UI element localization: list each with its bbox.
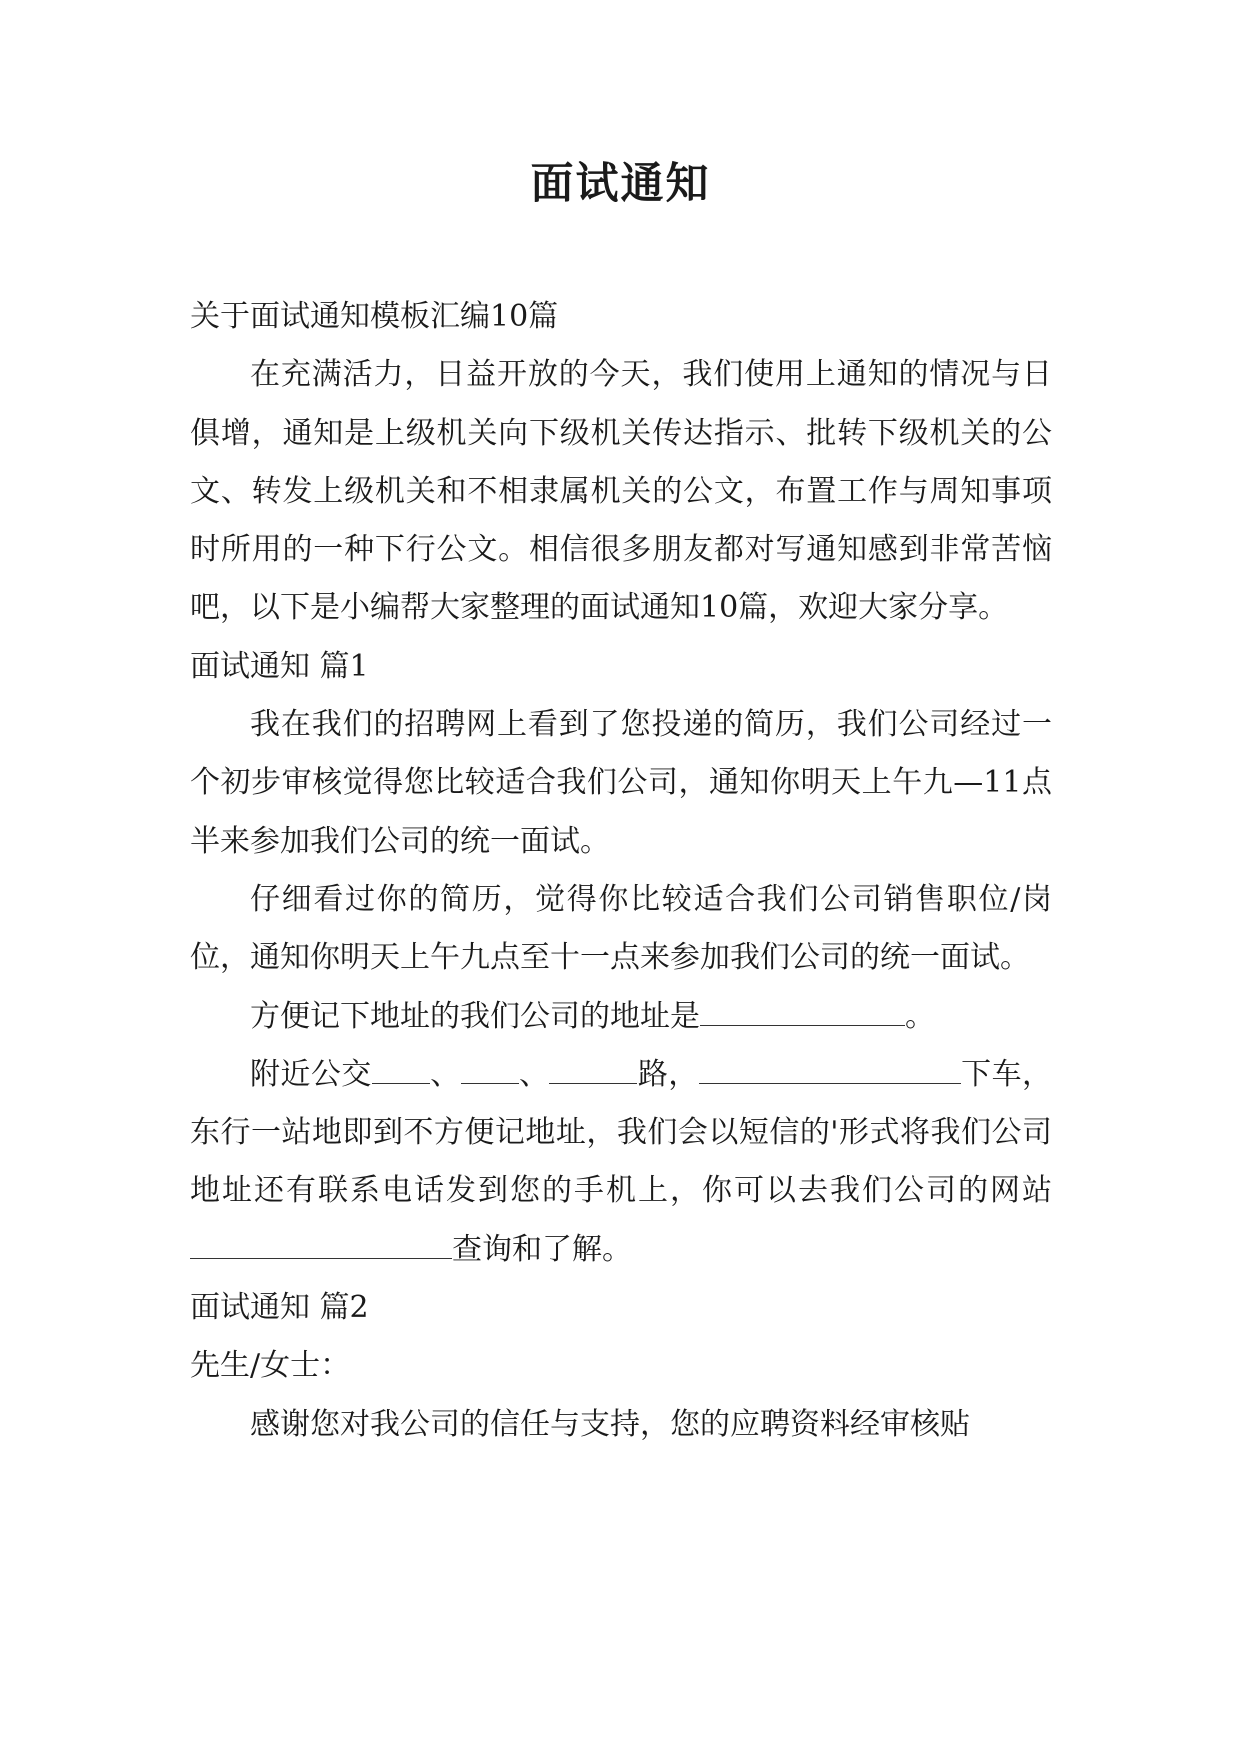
address-blank xyxy=(700,998,905,1026)
paragraph-bus xyxy=(190,1046,1052,1279)
bus-blank-3 xyxy=(549,1056,637,1084)
bus-sep-1: 、 xyxy=(429,1056,461,1092)
bus-prefix: 附近公交 xyxy=(250,1056,372,1092)
bus-road: 路， xyxy=(637,1056,699,1092)
address-suffix: 。 xyxy=(905,998,935,1034)
document-body xyxy=(190,288,1052,1454)
paragraph-address xyxy=(190,988,1052,1046)
doc-subtitle: 关于面试通知模板汇编10篇 xyxy=(190,299,559,334)
paragraph-resume-review: 我在我们的招聘网上看到了您投递的简历，我们公司经过一个初步审核觉得您比较适合我们公司，通知你明天上午九—11点半来参加我们公司的统一面试。 xyxy=(190,707,1052,859)
address-prefix: 方便记下地址的我们公司的地址是 xyxy=(250,998,700,1034)
bus-blank-1 xyxy=(372,1056,430,1084)
section-heading-2: 面试通知 篇2 xyxy=(190,1290,369,1326)
bus-blank-2 xyxy=(461,1056,519,1084)
bus-end: 查询和了解。 xyxy=(452,1231,632,1267)
page-title: 面试通知 xyxy=(530,159,711,209)
paragraph-thanks: 感谢您对我公司的信任与支持，您的应聘资料经审核贴 xyxy=(250,1406,970,1442)
intro-paragraph: 在充满活力，日益开放的今天，我们使用上通知的情况与日俱增，通知是上级机关向下级机关传达指示、批转下级机关的公文、转发上级机关和不相隶属机关的公文，布置工作与周知事项时所用的一种下行公文。相信很多朋友都对写通知感到非常苦恼吧，以下是小编帮大家整理的面试通知10篇，欢迎大家分享。 xyxy=(190,357,1052,626)
bus-blank-4 xyxy=(699,1056,961,1084)
website-blank xyxy=(190,1231,452,1259)
paragraph-sales-position: 仔细看过你的简历，觉得你比较适合我们公司销售职位/岗位，通知你明天上午九点至十一点来参加我们公司的统一面试。 xyxy=(190,881,1052,976)
bus-sep-2: 、 xyxy=(518,1056,550,1092)
section-heading-1: 面试通知 篇1 xyxy=(190,648,369,684)
salutation: 先生/女士： xyxy=(190,1348,351,1384)
bus-rest: 下车，东行一站地即到不方便记地址，我们会以短信的'形式将我们公司地址还有联系电话发到您的手机上，你可以去我们公司的网站 xyxy=(190,1056,1053,1209)
